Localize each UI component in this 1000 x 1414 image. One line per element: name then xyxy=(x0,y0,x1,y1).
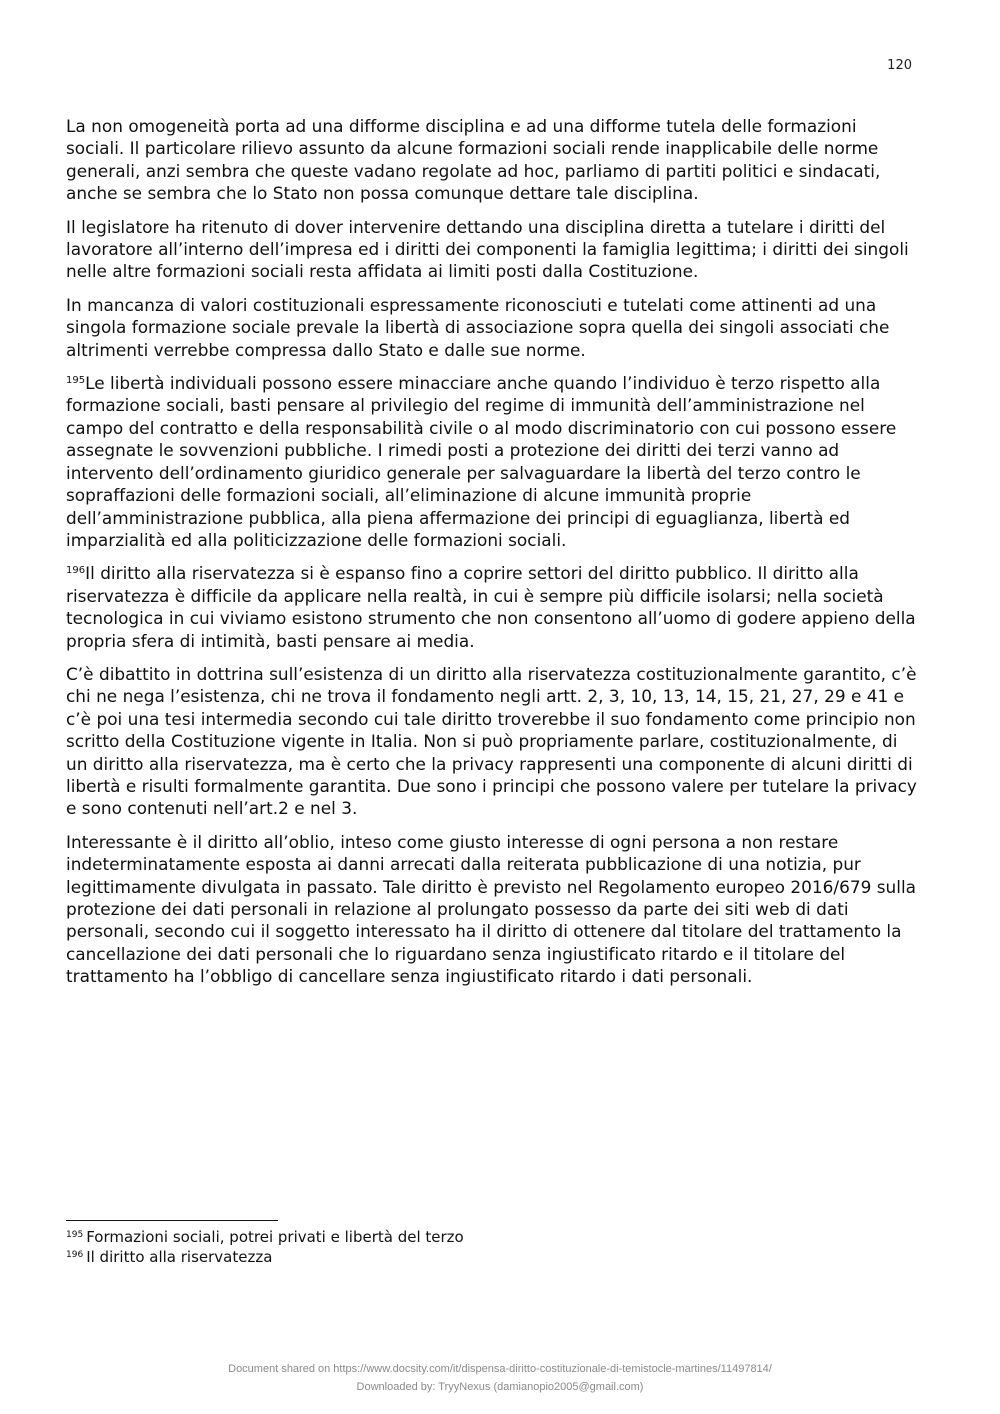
footnote xyxy=(66,1227,918,1247)
paragraph xyxy=(66,831,918,988)
paragraph xyxy=(66,115,918,205)
paragraph xyxy=(66,372,918,551)
footnote-text: Formazioni sociali, potrei privati e libertà del terzo xyxy=(86,1228,464,1246)
body-text xyxy=(66,115,918,999)
docsity-footer xyxy=(0,1360,1000,1396)
paragraph xyxy=(66,294,918,361)
paragraph xyxy=(66,562,918,652)
paragraph-text: Le libertà individuali possono essere minacciare anche quando l’individuo è terzo rispetto alla formazione sociali, basti pensare al privilegio del regime di immunità dell’amministrazione nel campo del contratto e della responsabilità civile o al modo discriminatorio con cui possono essere assegnate le sovvenzioni pubbliche. I rimedi posti a protezione dei diritti dei terzi vanno ad intervento dell’ordinamento giuridico generale per salvaguardare la libertà del terzo contro le sopraffazioni delle formazioni sociali, all’eliminazione di alcune immunità proprie dell’amministrazione pubblica, alla piena affermazione dei principi di eguaglianza, libertà ed imparzialità ed alla politicizzazione delle formazioni sociali. xyxy=(66,373,897,550)
page-number: 120 xyxy=(887,58,912,73)
paragraph-text: Interessante è il diritto all’oblio, inteso come giusto interesse di ogni persona a non restare indeterminatamente esposta ai danni arrecati dalla reiterata pubblicazione di una notizia, pur legittimamente divulgata in passato. Tale diritto è previsto nel Regolamento europeo 2016/679 sulla protezione dei dati personali in relazione al prolungato possesso da parte dei siti web di dati personali, secondo cui il soggetto interessato ha il diritto di ottenere dal titolare del trattamento la cancellazione dei dati personali che lo riguardano senza ingiustificato ritardo e il titolare del trattamento ha l’obbligo di cancellare senza ingiustificato ritardo i dati personali. xyxy=(66,831,917,987)
footnote-reference[interactable]: 196 xyxy=(66,565,86,577)
footnotes xyxy=(66,1227,918,1267)
paragraph xyxy=(66,216,918,283)
downloaded-by-text: Downloaded by: TryyNexus (damianopio2005@gmail.com) xyxy=(356,1381,644,1393)
footnote-text: Il diritto alla riservatezza xyxy=(86,1248,273,1266)
footnote-separator xyxy=(66,1220,278,1221)
paragraph xyxy=(66,663,918,820)
paragraph-text: La non omogeneità porta ad una difforme disciplina e ad una difforme tutela delle formazioni sociali. Il particolare rilievo assunto da alcune formazioni sociali rende inapplicabile delle norme generali, anzi sembra che queste vadano regolate ad hoc, parliamo di partiti politici e sindacati, anche se sembra che lo Stato non possa comunque dettare tale disciplina. xyxy=(66,116,881,204)
footnote-number: 196 xyxy=(66,1250,84,1260)
paragraph-text: C’è dibattito in dottrina sull’esistenza di un diritto alla riservatezza costituzionalmente garantito, c’è chi ne nega l’esistenza, chi ne trova il fondamento negli artt. 2, 3, 10, 13, 14, 15, 21, 27, 29 e 41 e c’è poi una tesi intermedia secondo cui tale diritto troverebbe il suo fondamento come principio non scritto della Costituzione vigente in Italia. Non si può propriamente parlare, costituzionalmente, di un diritto alla riservatezza, ma è certo che la privacy rappresenti una componente di alcuni diritti di libertà e risulti formalmente garantita. Due sono i principi che possono valere per tutelare la privacy e sono contenuti nell’art.2 e nel 3. xyxy=(66,663,917,819)
paragraph-text: In mancanza di valori costituzionali espressamente riconosciuti e tutelati come attinenti ad una singola formazione sociale prevale la libertà di associazione sopra quella dei singoli associati che altrimenti verrebbe compressa dallo Stato e dalle sue norme. xyxy=(66,294,890,360)
paragraph-text: Il diritto alla riservatezza si è espanso fino a coprire settori del diritto pubblico. Il diritto alla riservatezza è difficile da applicare nella realtà, in cui è sempre più difficile isolarsi; nella società tecnologica in cui viviamo esistono strumento che non consentono all’uomo di godere appieno della propria sfera di intimità, basti pensare ai media. xyxy=(66,563,916,651)
footnote-reference[interactable]: 195 xyxy=(66,375,86,387)
paragraph-text: Il legislatore ha ritenuto di dover intervenire dettando una disciplina diretta a tutelare i diritti del lavoratore all’interno dell’impresa ed i diritti dei componenti la famiglia legittima; i diritti dei singoli nelle altre formazioni sociali resta affidata ai limiti posti dalla Costituzione. xyxy=(66,216,909,282)
footnote xyxy=(66,1247,918,1267)
shared-on-link[interactable]: Document shared on https://www.docsity.com/it/dispensa-diritto-costituzionale-di-temistocle-martines/11497814/ xyxy=(228,1363,772,1375)
footnote-number: 195 xyxy=(66,1230,84,1240)
